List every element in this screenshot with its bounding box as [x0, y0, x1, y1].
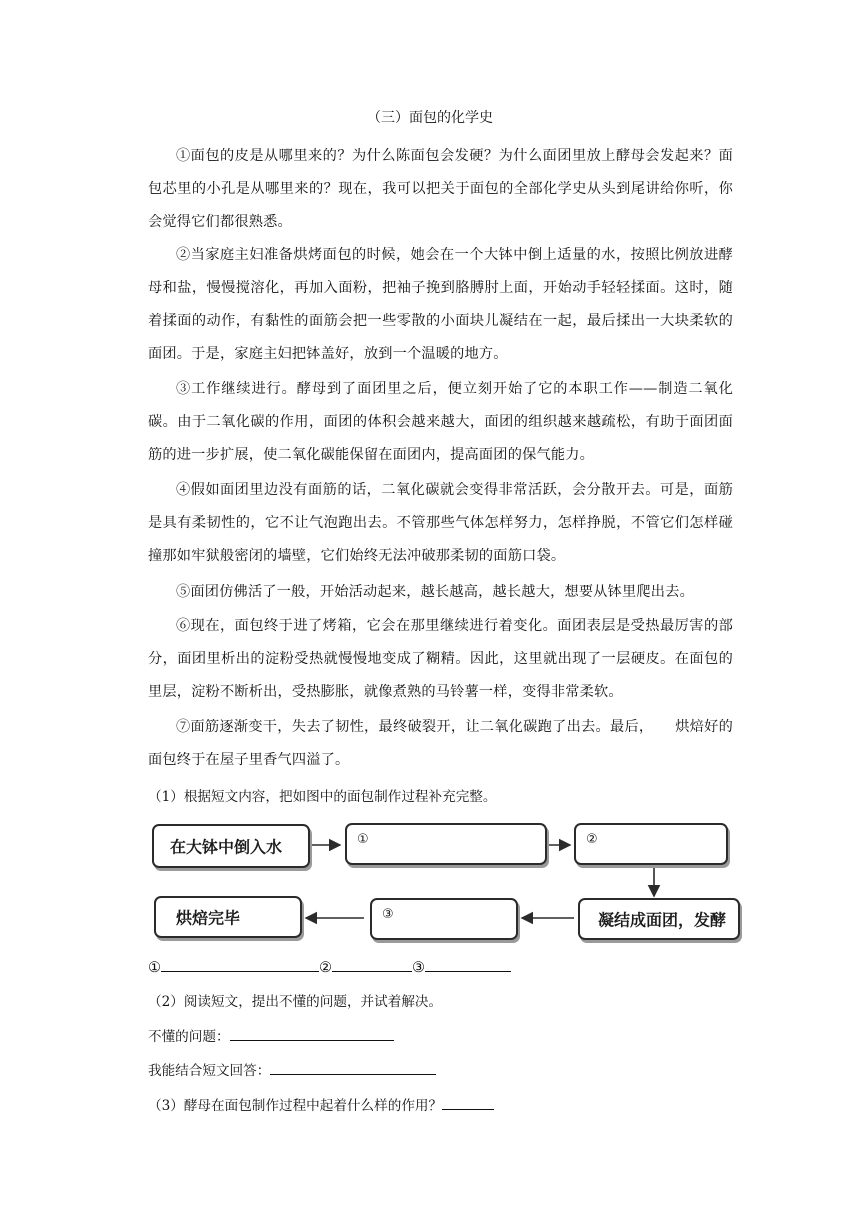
answer-blank-3[interactable] — [425, 955, 511, 972]
blank-3-label: ③ — [412, 960, 425, 976]
question-3-row — [148, 1093, 748, 1117]
question-2-answer-label: 我能结合短文回答： — [148, 1063, 271, 1079]
diagram-box-ferment — [578, 898, 740, 940]
diagram-box-step1 — [345, 823, 547, 865]
paragraph-5: ⑤面团仿佛活了一般，开始活动起来，越长越高，越长越大，想要从钵里爬出去。 — [176, 584, 694, 600]
diagram-box-step3-number: ③ — [382, 907, 394, 922]
answer-blank-question[interactable] — [230, 1024, 394, 1041]
question-1: （1）根据短文内容，把如图中的面包制作过程补充完整。 — [148, 789, 497, 805]
section-title: （三）面包的化学史 — [367, 110, 493, 126]
answer-blank-2[interactable] — [332, 955, 412, 972]
paragraph-7: ⑦面筋逐渐变干，失去了韧性，最终破裂开，让二氧化碳跑了出去。最后， 烘焙好的面包终于在屋子里香气四溢了。 — [148, 719, 733, 768]
paragraph-3: ③工作继续进行。酵母到了面团里之后，便立刻开始了它的本职工作——制造二氧化碳。由于二氧化碳的作用，面团的体积会越来越大，面团的组织越来越疏松，有助于面团面筋的进一步扩展，使二氧化碳能保留在面团内，提高面团的保气能力。 — [148, 381, 733, 463]
diagram-box-end — [154, 896, 302, 938]
bread-process-diagram — [150, 818, 750, 948]
diagram-box-step3 — [370, 898, 518, 940]
paragraph-2: ②当家庭主妇准备烘烤面包的时候，她会在一个大钵中倒上适量的水，按照比例放进酵母和盐，慢慢搅溶化，再加入面粉，把袖子挽到胳膊肘上面，开始动手轻轻揉面。这时，随着揉面的动作，有黏性的面筋会把一些零散的小面块儿凝结在一起，最后揉出一大块柔软的面团。于是，家庭主妇把钵盖好，放到一个温暖的地方。 — [148, 247, 733, 362]
question-2-ask-label: 不懂的问题： — [148, 1029, 230, 1045]
question-3: （3）酵母在面包制作过程中起着什么样的作用？ — [148, 1098, 443, 1114]
answer-blank-answer[interactable] — [270, 1058, 436, 1075]
paragraph-6: ⑥现在，面包终于进了烤箱，它会在那里继续进行着变化。面团表层是受热最厉害的部分，面团里析出的淀粉受热就慢慢地变成了糊精。因此，这里就出现了一层硬皮。在面包的里层，淀粉不断析出，受热膨胀，就像煮熟的马铃薯一样，变得非常柔软。 — [148, 618, 733, 700]
answer-blank-1[interactable] — [161, 955, 319, 972]
blank-1-label: ① — [148, 960, 161, 976]
diagram-box-ferment-label: 凝结成面团，发酵 — [598, 910, 727, 930]
paragraph-4: ④假如面团里边没有面筋的话，二氧化碳就会变得非常活跃，会分散开去。可是，面筋是具有柔韧性的，它不让气泡跑出去。不管那些气体怎样努力，怎样挣脱，不管它们怎样碰撞那如牢狱般密闭的墙壁，它们始终无法冲破那柔韧的面筋口袋。 — [148, 482, 733, 564]
question-2-ask-row — [148, 1024, 748, 1048]
diagram-box-start — [152, 824, 310, 868]
diagram-box-end-label: 烘焙完毕 — [176, 908, 241, 928]
blank-2-label: ② — [319, 960, 332, 976]
question-2-answer-row — [148, 1058, 748, 1082]
diagram-box-step2 — [574, 823, 728, 865]
diagram-box-step1-number: ① — [357, 832, 369, 847]
paragraph-1: ①面包的皮是从哪里来的？为什么陈面包会发硬？为什么面团里放上酵母会发起来？面包芯里的小孔是从哪里来的？现在，我可以把关于面包的全部化学史从头到尾讲给你听，你会觉得它们都很熟悉。 — [148, 148, 733, 230]
diagram-box-step2-number: ② — [586, 832, 598, 847]
answer-blank-q3[interactable] — [442, 1093, 494, 1110]
question-2: （2）阅读短文，提出不懂的问题，并试着解决。 — [148, 994, 443, 1010]
question-1-answer-row — [148, 955, 748, 979]
diagram-box-start-label: 在大钵中倒入水 — [170, 837, 283, 857]
